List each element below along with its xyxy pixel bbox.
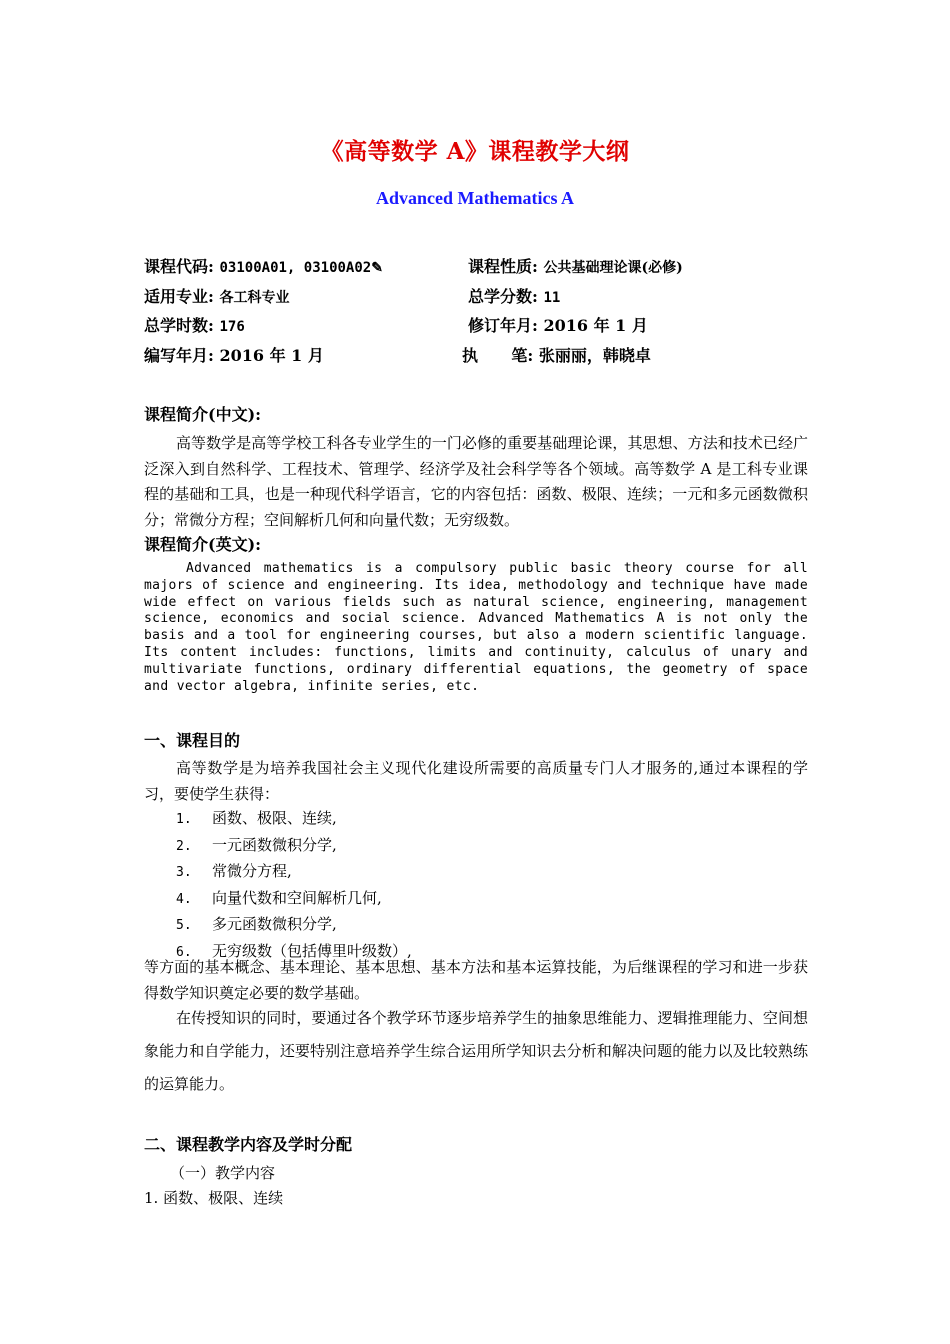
list-item-number: 5. (176, 918, 192, 933)
list-item (176, 859, 412, 886)
list-item-number: 4. (176, 891, 192, 907)
list-item-text: 向量代数和空间解析几何, (212, 888, 382, 907)
objectives-list (176, 806, 412, 965)
list-item-number: 3. (176, 865, 192, 880)
major-label: 适用专业: (144, 287, 214, 306)
section2-sub1: （一）教学内容 (170, 1164, 276, 1182)
intro-en-heading: 课程简介(英文): (144, 535, 262, 554)
list-item-text: 一元函数微积分学, (212, 835, 337, 854)
scroll-glyph-icon: ✎ (371, 260, 383, 276)
list-item (176, 806, 412, 833)
list-item-number: 2. (176, 838, 192, 854)
intro-cn-text: 高等数学是高等学校工科各专业学生的一门必修的重要基础理论课，其思想、方法和技术已经广泛深入到自然科学、工程技术、管理学、经济学及社会科学等各个领域。高等数学 A 是工科专业课程的基础和工具，也是一种现代科学语言，它的内容包括：函数、极限、连续；一元和多元函数微积分；常微分方程；空间解析几何和向量代数；无穷级数。 (144, 434, 808, 529)
meta-code-row (144, 254, 383, 277)
author-label: 执 笔: (462, 346, 534, 365)
revised-value: 2016 年 1 月 (543, 316, 648, 335)
meta-hours-row (144, 313, 245, 336)
author-value: 张丽丽，韩晓卓 (538, 346, 651, 365)
code-value: 03100A01, 03100A02 (219, 260, 372, 276)
section1-heading: 一、课程目的 (144, 731, 241, 750)
meta-major-row (144, 284, 290, 307)
intro-en-text: Advanced mathematics is a compulsory public basic theory course for all majors of science and engineering. Its idea, methodology and technique have made wide effect on various fields such as natural science, engineering, management science, economics and social science. Advanced Mathematics A is not only the basis and a tool for engineering courses, but also a modern scientific language. Its content includes: functions, limits and continuity, calculus of unary and multivariate functions, ordinary differential equations, the geometry of space and vector algebra, infinite series, etc. (144, 561, 808, 694)
list-item-number: 1. (176, 812, 192, 827)
section2-heading: 二、课程教学内容及学时分配 (144, 1135, 353, 1154)
written-value: 2016 年 1 月 (219, 346, 324, 365)
major-value: 各工科专业 (219, 290, 290, 306)
written-label: 编写年月: (144, 346, 214, 365)
nature-label: 课程性质: (468, 257, 538, 276)
code-label: 课程代码: (144, 257, 214, 276)
list-item (176, 912, 412, 939)
credits-label: 总学分数: (468, 287, 538, 306)
list-item-text: 无穷级数（包括傅里叶级数）, (212, 941, 412, 960)
document-subtitle: Advanced Mathematics A (376, 188, 574, 208)
meta-credits-row (468, 284, 560, 307)
list-item-text: 多元函数微积分学, (212, 915, 337, 933)
section1-lead: 高等数学是为培养我国社会主义现代化建设所需要的高质量专门人才服务的,通过本课程的学习，要使学生获得： (144, 759, 808, 803)
meta-revised-row (468, 313, 648, 336)
list-item-text: 常微分方程, (212, 862, 292, 880)
section1-after: 等方面的基本概念、基本理论、基本思想、基本方法和基本运算技能，为后继课程的学习和进一步获得数学知识奠定必要的数学基础。 (144, 958, 808, 1002)
meta-author-row (462, 343, 651, 366)
intro-cn-heading: 课程简介(中文): (144, 405, 262, 424)
revised-label: 修订年月: (468, 316, 538, 335)
credits-value: 11 (543, 290, 561, 306)
hours-value: 176 (219, 319, 245, 335)
list-item (176, 886, 412, 913)
section1-para2: 在传授知识的同时，要通过各个教学环节逐步培养学生的抽象思维能力、逻辑推理能力、空间想象能力和自学能力，还要特别注意培养学生综合运用所学知识去分析和解决问题的能力以及比较熟练的运算能力。 (144, 1009, 808, 1093)
hours-label: 总学时数: (144, 316, 214, 335)
section2-sub2: 1. 函数、极限、连续 (144, 1189, 284, 1207)
nature-value: 公共基础理论课(必修) (543, 260, 683, 276)
list-item (176, 833, 412, 860)
document-title: 《高等数学 A》课程教学大纲 (320, 138, 630, 165)
list-item-text: 函数、极限、连续, (212, 809, 337, 827)
meta-nature-row (468, 254, 683, 277)
list-item-number: 6. (176, 944, 192, 960)
meta-written-row (144, 343, 324, 366)
